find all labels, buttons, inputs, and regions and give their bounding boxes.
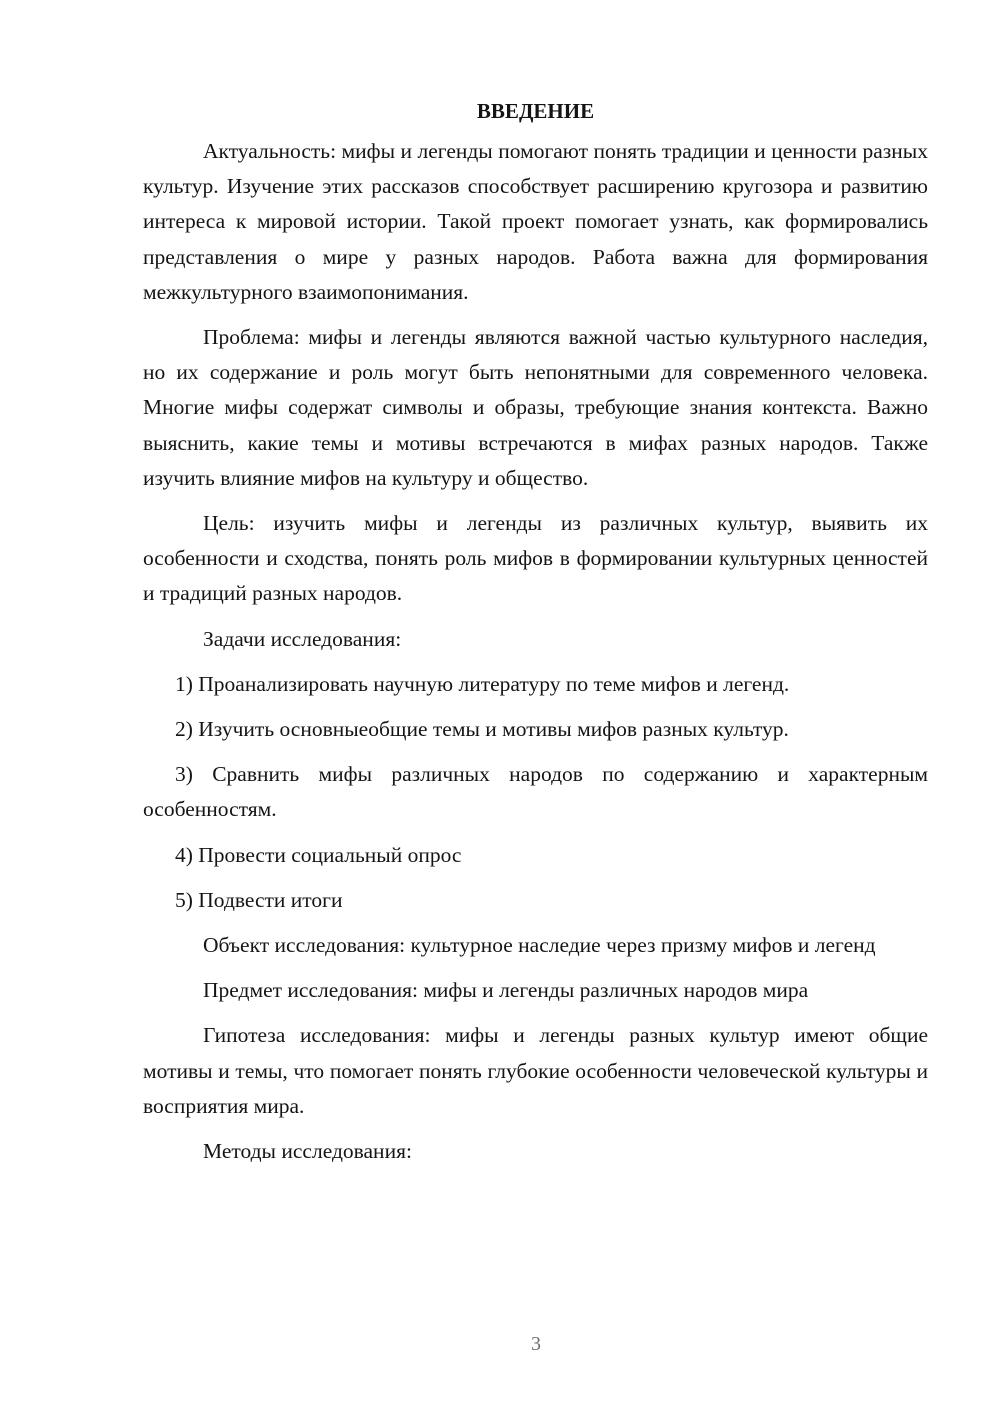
problem-paragraph: Проблема: мифы и легенды являются важной частью культурного наследия, но их содержание и роль могут быть непонятными для современного человека. Многие мифы содержат символы и образы, требующие знания контекста. Важно выяснить, какие темы и мотивы встречаются в мифах разных народов. Также изучить влияние мифов на культуру и общество. [143, 325, 928, 490]
relevance-paragraph: Актуальность: мифы и легенды помогают понять традиции и ценности разных культур. Изучение этих рассказов способствует расширению кругозора и развитию интереса к мировой истории. Такой проект помогает узнать, как формировались представления о мире у разных народов. Работа важна для формирования межкультурного взаимопонимания. [143, 139, 928, 304]
methods-paragraph: Методы исследования: [203, 1139, 412, 1164]
task-item-2: 2) Изучить основныеобщие темы и мотивы мифов разных культур. [175, 717, 789, 742]
task-item-4: 4) Провести социальный опрос [175, 842, 462, 867]
page-content [143, 93, 928, 1169]
task-item-1: 1) Проанализировать научную литературу по теме мифов и легенд. [175, 671, 790, 696]
task-item-5: 5) Подвести итоги [175, 887, 343, 912]
subject-paragraph: Предмет исследования: мифы и легенды различных народов мира [203, 978, 809, 1003]
goal-paragraph: Цель: изучить мифы и легенды из различных культур, выявить их особенности и сходства, понять роль мифов в формировании культурных ценностей и традиций разных народов. [143, 511, 928, 606]
hypothesis-paragraph: Гипотеза исследования: мифы и легенды разных культур имеют общие мотивы и темы, что помогает понять глубокие особенности человеческой культуры и восприятия мира. [143, 1023, 928, 1118]
page-number: 3 [531, 1333, 541, 1355]
section-heading: ВВЕДЕНИЕ [476, 99, 595, 123]
object-paragraph: Объект исследования: культурное наследие через призму мифов и легенд [203, 933, 876, 958]
tasks-heading: Задачи исследования: [203, 626, 402, 651]
task-item-3: 3) Сравнить мифы различных народов по содержанию и характерным особенностям. [143, 762, 928, 822]
